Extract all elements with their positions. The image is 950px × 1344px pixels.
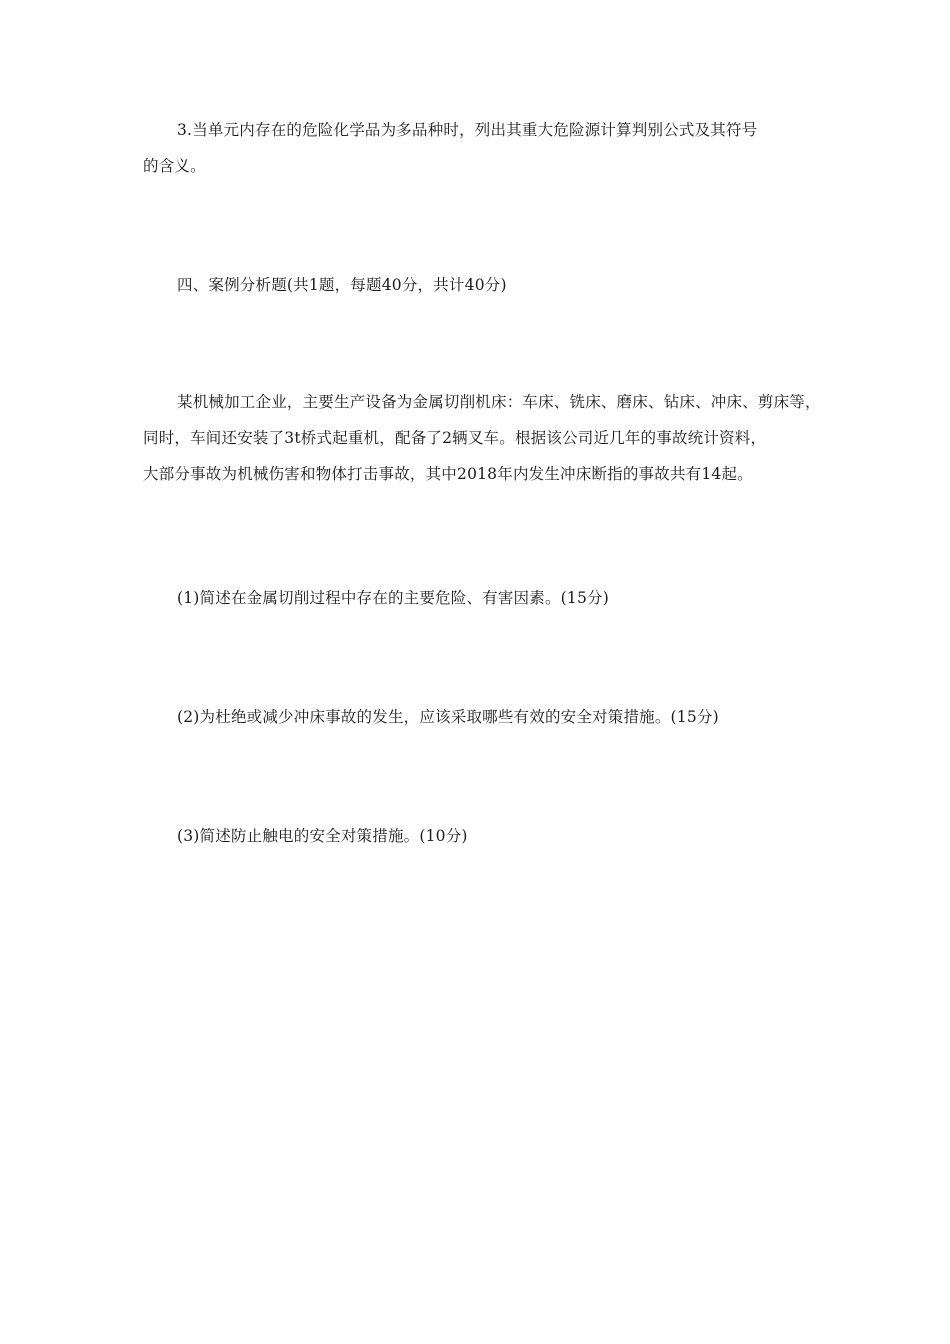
question-3-line-2: 的含义。 — [143, 157, 206, 175]
question-3-line-1: 3.当单元内存在的危险化学品为多品种时，列出其重大危险源计算判别公式及其符号 — [177, 121, 758, 139]
case-paragraph — [143, 384, 821, 492]
question-3 — [143, 112, 813, 184]
subquestion-2 — [143, 699, 813, 735]
subquestion-3 — [143, 818, 813, 854]
subquestion-3-text: (3)简述防止触电的安全对策措施。(10分) — [177, 827, 468, 845]
case-line-2: 同时，车间还安装了3t桥式起重机，配备了2辆叉车。根据该公司近几年的事故统计资料， — [143, 429, 767, 447]
subquestion-1-text: (1)简述在金属切削过程中存在的主要危险、有害因素。(15分) — [177, 589, 609, 607]
subquestion-2-text: (2)为杜绝或减少冲床事故的发生，应该采取哪些有效的安全对策措施。(15分) — [177, 708, 719, 726]
case-line-1: 某机械加工企业，主要生产设备为金属切削机床：车床、铣床、磨床、钻床、冲床、剪床等， — [177, 393, 821, 411]
section-4-heading — [143, 267, 813, 303]
subquestion-1 — [143, 580, 813, 616]
case-line-3: 大部分事故为机械伤害和物体打击事故，其中2018年内发生冲床断指的事故共有14起。 — [143, 465, 753, 483]
section-4-heading-text: 四、案例分析题(共1题，每题40分，共计40分) — [177, 276, 507, 294]
